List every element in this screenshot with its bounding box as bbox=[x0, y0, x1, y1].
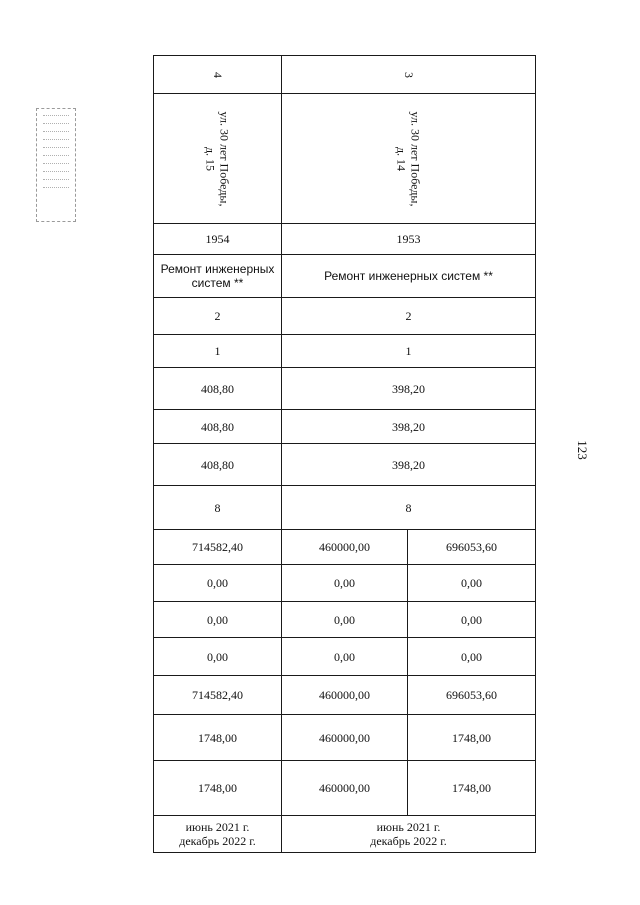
table-cell: 714582,40 bbox=[154, 676, 282, 715]
table-cell: 0,00 bbox=[408, 565, 536, 602]
table-row bbox=[154, 715, 536, 761]
table-cell: 1748,00 bbox=[408, 715, 536, 761]
table-cell bbox=[282, 56, 536, 94]
table-cell: 0,00 bbox=[282, 602, 408, 638]
table-row bbox=[154, 486, 536, 530]
table-cell: 1 bbox=[154, 335, 282, 368]
table-cell: 0,00 bbox=[282, 638, 408, 676]
table-cell: 398,20 bbox=[282, 368, 536, 410]
page-number: 123 bbox=[574, 440, 590, 460]
table-cell: 0,00 bbox=[282, 565, 408, 602]
table-cell: 0,00 bbox=[154, 602, 282, 638]
work-type-cell: Ремонт инженерных систем ** bbox=[282, 255, 536, 298]
table-row bbox=[154, 368, 536, 410]
repair-schedule-table bbox=[153, 55, 536, 853]
table-row bbox=[154, 761, 536, 816]
table-cell bbox=[154, 56, 282, 94]
table-cell: 460000,00 bbox=[282, 530, 408, 565]
table-row bbox=[154, 444, 536, 486]
margin-stamp bbox=[36, 108, 76, 222]
table-cell: 0,00 bbox=[408, 638, 536, 676]
table-cell: 398,20 bbox=[282, 410, 536, 444]
table-cell: 1 bbox=[282, 335, 536, 368]
table-row bbox=[154, 530, 536, 565]
term-cell: июнь 2021 г. декабрь 2022 г. bbox=[282, 816, 536, 853]
table-row bbox=[154, 565, 536, 602]
table-cell: 1748,00 bbox=[408, 761, 536, 816]
table-row bbox=[154, 56, 536, 94]
table-cell: 408,80 bbox=[154, 444, 282, 486]
table-row bbox=[154, 816, 536, 853]
table-cell bbox=[282, 94, 536, 224]
table-row bbox=[154, 602, 536, 638]
year-cell: 1954 bbox=[154, 224, 282, 255]
table-cell: 2 bbox=[154, 298, 282, 335]
table-cell: 696053,60 bbox=[408, 530, 536, 565]
table-cell: 408,80 bbox=[154, 368, 282, 410]
work-type-cell: Ремонт инженерных систем ** bbox=[154, 255, 282, 298]
address-cell: ул. 30 лет Победы, д. 14 bbox=[394, 111, 423, 206]
table-cell: 460000,00 bbox=[282, 761, 408, 816]
term-cell: июнь 2021 г. декабрь 2022 г. bbox=[154, 816, 282, 853]
table-row bbox=[154, 676, 536, 715]
table-cell: 408,80 bbox=[154, 410, 282, 444]
table-cell: 696053,60 bbox=[408, 676, 536, 715]
table-cell: 460000,00 bbox=[282, 676, 408, 715]
table-cell: 8 bbox=[282, 486, 536, 530]
table-cell bbox=[154, 94, 282, 224]
table-row bbox=[154, 335, 536, 368]
table-cell: 1748,00 bbox=[154, 715, 282, 761]
table-row bbox=[154, 638, 536, 676]
column-number: 3 bbox=[401, 71, 416, 78]
table-cell: 460000,00 bbox=[282, 715, 408, 761]
column-number: 4 bbox=[210, 71, 225, 78]
address-cell: ул. 30 лет Победы, д. 15 bbox=[203, 111, 232, 206]
table-row bbox=[154, 298, 536, 335]
table-row bbox=[154, 255, 536, 298]
table-row bbox=[154, 410, 536, 444]
table-cell: 0,00 bbox=[154, 565, 282, 602]
table-cell: 2 bbox=[282, 298, 536, 335]
table-cell: 1748,00 bbox=[154, 761, 282, 816]
year-cell: 1953 bbox=[282, 224, 536, 255]
table-cell: 0,00 bbox=[408, 602, 536, 638]
table-row bbox=[154, 224, 536, 255]
table-cell: 8 bbox=[154, 486, 282, 530]
table-cell: 0,00 bbox=[154, 638, 282, 676]
table-row bbox=[154, 94, 536, 224]
table-cell: 398,20 bbox=[282, 444, 536, 486]
table-cell: 714582,40 bbox=[154, 530, 282, 565]
